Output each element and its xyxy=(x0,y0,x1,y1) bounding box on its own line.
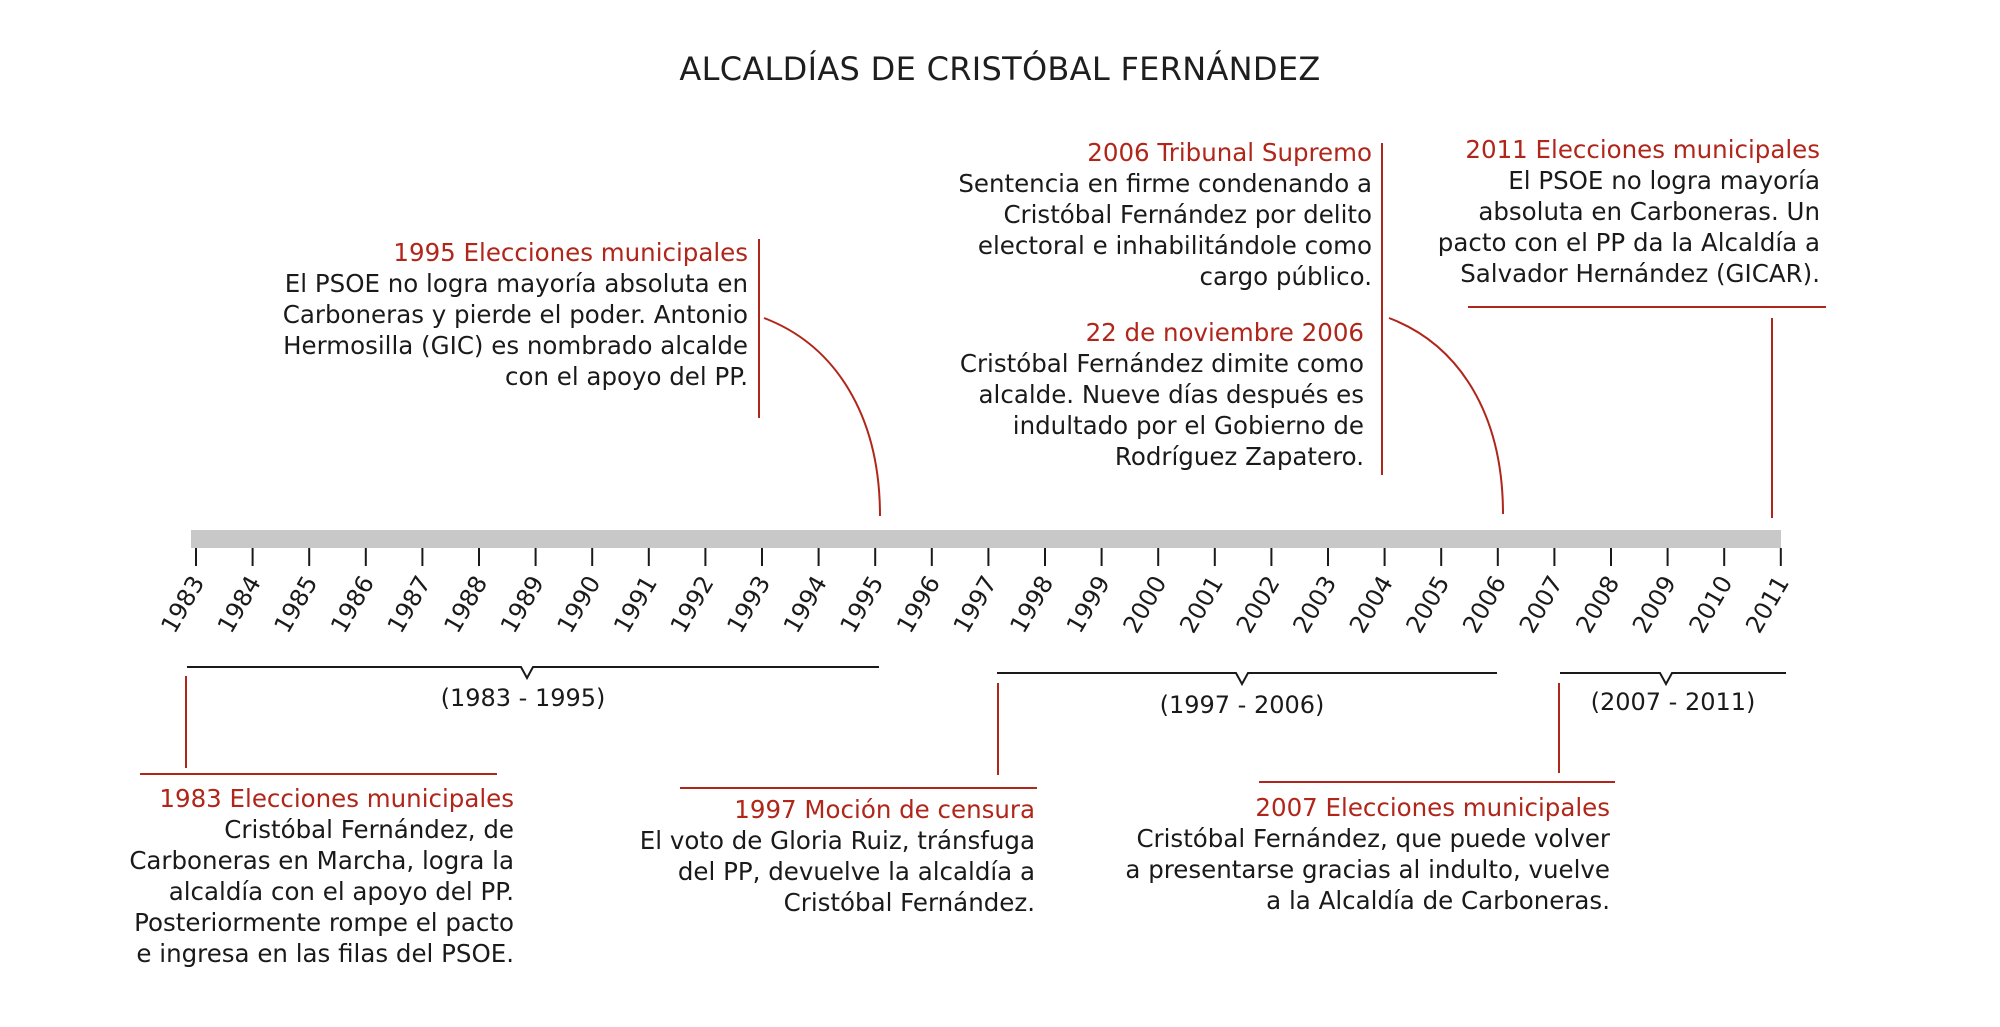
event-2007-body: Cristóbal Fernández, que puede volver a presentarse gracias al indulto, vuelve a la Alcaldía de Carboneras. xyxy=(1125,824,1610,915)
event-2006-tribunal-body: Sentencia en firme condenando a Cristóbal Fernández por delito electoral e inhabilitándole como cargo público. xyxy=(958,169,1372,291)
year-label-1996: 1996 xyxy=(891,571,946,638)
period-label-1983-1995: (1983 - 1995) xyxy=(440,684,606,712)
year-label-1986: 1986 xyxy=(325,571,380,638)
year-label-1987: 1987 xyxy=(381,571,437,638)
year-label-2005: 2005 xyxy=(1400,571,1456,638)
event-1997-heading: 1997 Moción de censura xyxy=(734,795,1035,824)
period-bracket-2007-2011 xyxy=(1560,673,1786,684)
year-label-2011: 2011 xyxy=(1740,571,1795,638)
year-ticks xyxy=(196,548,1781,566)
event-2007 xyxy=(1100,792,1610,916)
year-label-2001: 2001 xyxy=(1174,571,1229,638)
year-label-1997: 1997 xyxy=(947,571,1003,638)
year-label-2004: 2004 xyxy=(1344,571,1399,638)
year-label-1993: 1993 xyxy=(721,571,777,638)
event-1983-heading: 1983 Elecciones municipales xyxy=(159,784,514,813)
period-label-2007-2011: (2007 - 2011) xyxy=(1590,688,1756,716)
year-label-2010: 2010 xyxy=(1683,571,1739,638)
event-1983 xyxy=(110,783,514,969)
event-2006-november-heading: 22 de noviembre 2006 xyxy=(1085,318,1364,347)
year-label-1995: 1995 xyxy=(834,571,890,638)
event-2006-november xyxy=(900,317,1364,472)
year-label-1990: 1990 xyxy=(551,571,607,638)
year-label-2000: 2000 xyxy=(1117,571,1173,638)
year-label-1998: 1998 xyxy=(1004,571,1060,638)
year-label-2002: 2002 xyxy=(1230,571,1286,638)
year-label-1988: 1988 xyxy=(438,571,494,638)
page-title: ALCALDÍAS DE CRISTÓBAL FERNÁNDEZ xyxy=(679,50,1321,88)
year-label-1999: 1999 xyxy=(1061,571,1116,638)
year-label-1985: 1985 xyxy=(268,571,324,638)
year-label-1991: 1991 xyxy=(608,571,663,638)
year-label-1989: 1989 xyxy=(495,571,550,638)
event-2006-november-body: Cristóbal Fernández dimite como alcalde. Nueve días después es indultado por el Gobierno de Rodríguez Zapatero. xyxy=(959,349,1364,471)
event-1983-body: Cristóbal Fernández, de Carboneras en Marcha, logra la alcaldía con el apoyo del PP. Posteriormente rompe el pacto e ingresa en las filas del PSOE. xyxy=(129,815,514,968)
year-label-1994: 1994 xyxy=(778,571,833,638)
connector-2006-curve xyxy=(1389,318,1503,514)
year-label-2009: 2009 xyxy=(1627,571,1682,638)
year-label-1983: 1983 xyxy=(155,571,211,638)
event-2011 xyxy=(1400,134,1820,289)
event-1997-body: El voto de Gloria Ruiz, tránsfuga del PP, devuelve la alcaldía a Cristóbal Fernández. xyxy=(639,826,1035,917)
event-1995-heading: 1995 Elecciones municipales xyxy=(393,238,748,267)
event-2007-heading: 2007 Elecciones municipales xyxy=(1255,793,1610,822)
year-label-2008: 2008 xyxy=(1570,571,1626,638)
year-label-2007: 2007 xyxy=(1513,571,1569,638)
year-label-2003: 2003 xyxy=(1287,571,1343,638)
period-label-1997-2006: (1997 - 2006) xyxy=(1159,691,1325,719)
event-1995 xyxy=(260,237,748,392)
year-labels xyxy=(155,571,1795,638)
event-1995-body: El PSOE no logra mayoría absoluta en Carboneras y pierde el poder. Antonio Hermosilla (GIC) es nombrado alcalde con el apoyo del PP. xyxy=(282,269,748,391)
event-2006-tribunal xyxy=(900,137,1372,292)
year-label-1984: 1984 xyxy=(212,571,267,638)
period-bracket-1983-1995 xyxy=(187,667,879,678)
year-label-2006: 2006 xyxy=(1457,571,1512,638)
timeline-axis-bar xyxy=(191,530,1781,548)
event-2011-body: El PSOE no logra mayoría absoluta en Carboneras. Un pacto con el PP da la Alcaldía a Salvador Hernández (GICAR). xyxy=(1437,166,1820,288)
connector-1995-curve xyxy=(764,318,880,516)
period-bracket-1997-2006 xyxy=(997,673,1497,684)
event-2006-tribunal-heading: 2006 Tribunal Supremo xyxy=(1087,138,1372,167)
event-1997 xyxy=(580,794,1035,918)
year-label-1992: 1992 xyxy=(664,571,720,638)
event-2011-heading: 2011 Elecciones municipales xyxy=(1465,135,1820,164)
